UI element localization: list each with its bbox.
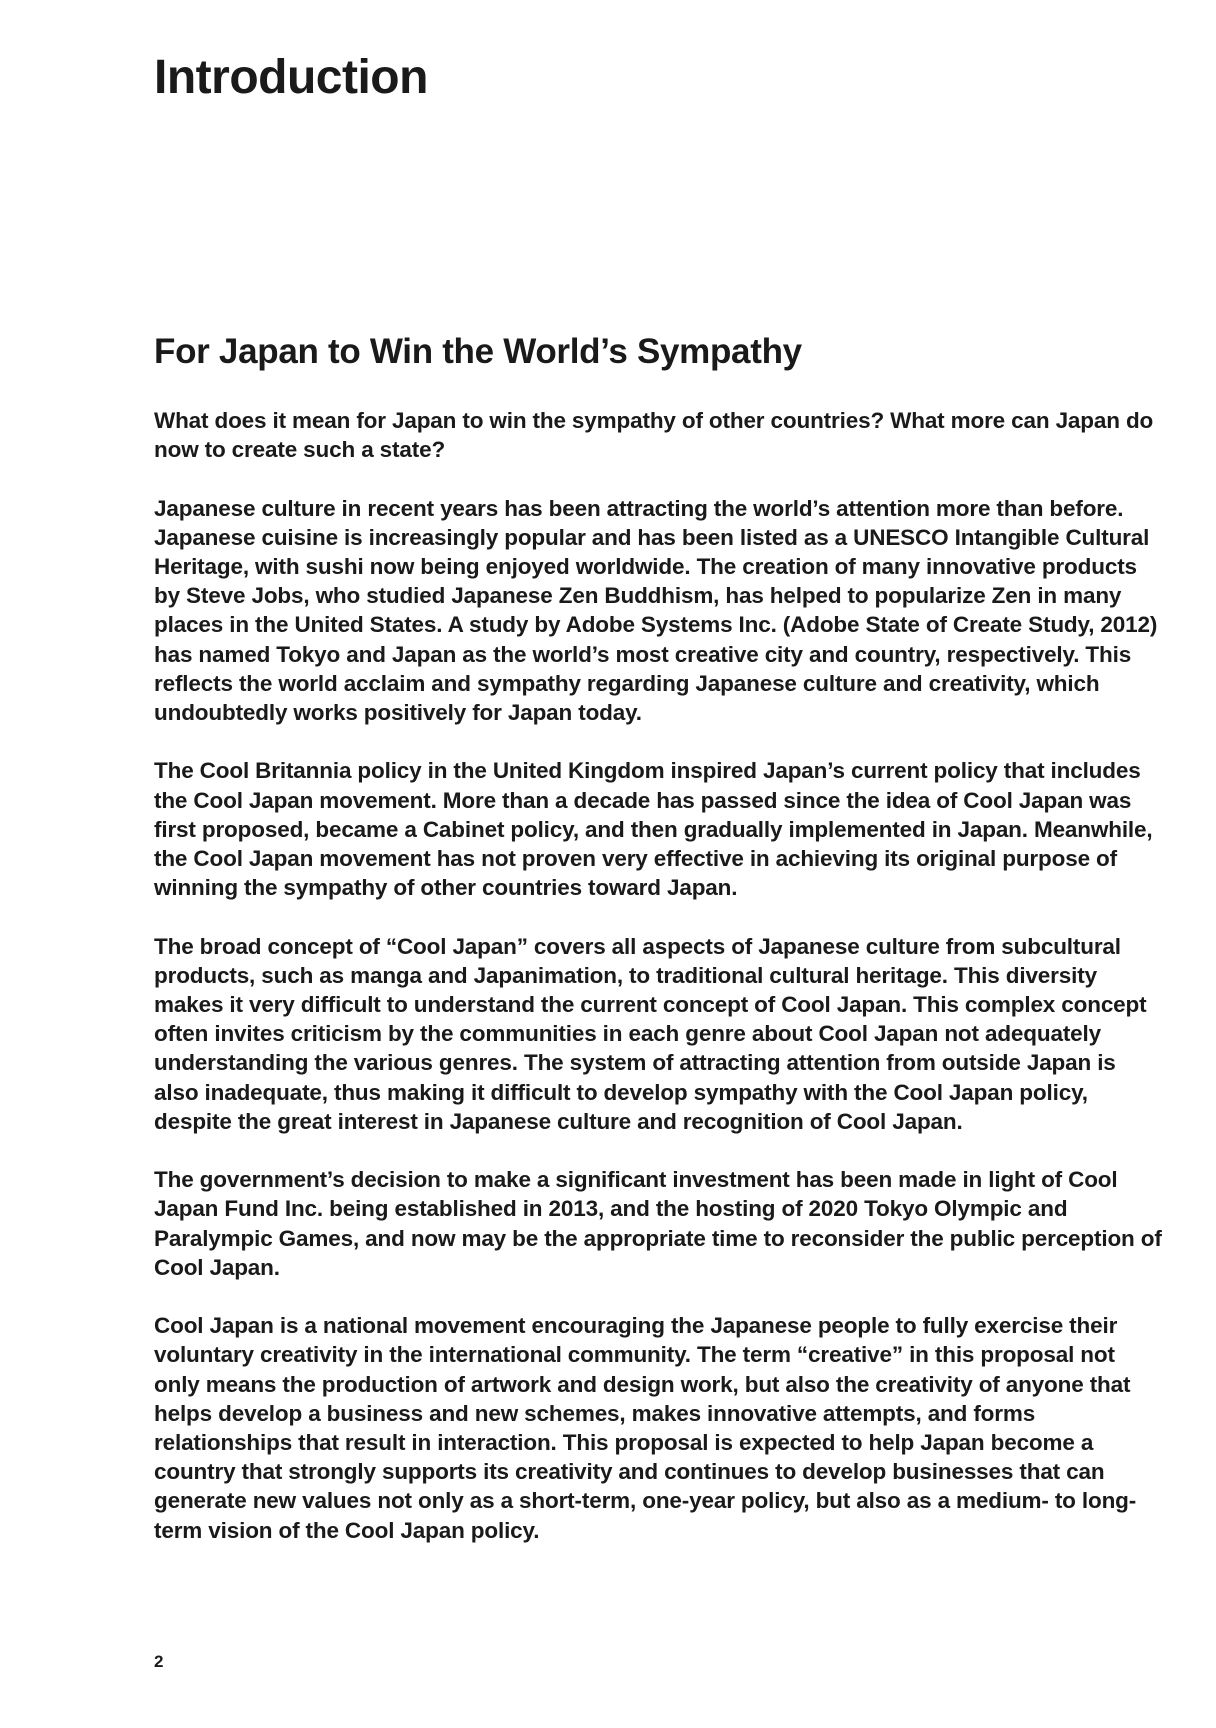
page-number: 2	[154, 1652, 164, 1671]
cool-britannia-paragraph: The Cool Britannia policy in the United Kingdom inspired Japan’s current policy that includes the Cool Japan movement. More than a decade has passed since the idea of Cool Japan was first proposed, became a Cabinet policy, and then gradually implemented in Japan. Meanwhile, the Cool Japan movement has not proven very effective in achieving its original purpose of winning the sympathy of other countries toward Japan.	[154, 758, 1153, 901]
national-movement-paragraph: Cool Japan is a national movement encouraging the Japanese people to fully exercise their voluntary creativity in the international community. The term “creative” in this proposal not only means the production of artwork and design work, but also the creativity of anyone that helps develop a business and new schemes, makes innovative attempts, and forms relationships that result in interaction. This proposal is expected to help Japan become a country that strongly supports its creativity and continues to develop businesses that can generate new values not only as a short-term, one-year policy, but also as a medium- to long-term vision of the Cool Japan policy.	[154, 1313, 1137, 1543]
chapter-title: Introduction	[154, 51, 428, 104]
section-title: For Japan to Win the World’s Sympathy	[154, 332, 802, 371]
broad-concept-paragraph: The broad concept of “Cool Japan” covers all aspects of Japanese culture from subcultural products, such as manga and Japanimation, to traditional cultural heritage. This diversity makes it very difficult to understand the current concept of Cool Japan. This complex concept often invites criticism by the communities in each genre about Cool Japan not adequately understanding the various genres. The system of attracting attention from outside Japan is also inadequate, thus making it difficult to develop sympathy with the Cool Japan policy, despite the great interest in Japanese culture and recognition of Cool Japan.	[154, 933, 1147, 1134]
japanese-culture-paragraph: Japanese culture in recent years has been attracting the world’s attention more than before. Japanese cuisine is increasingly popular and has been listed as a UNESCO Intangible Cultural Heritage, with sushi now being enjoyed worldwide. The creation of many innovative products by Steve Jobs, who studied Japanese Zen Buddhism, has helped to popularize Zen in many places in the United States. A study by Adobe Systems Inc. (Adobe State of Create Study, 2012) has named Tokyo and Japan as the world’s most creative city and country, respectively. This reflects the world acclaim and sympathy regarding Japanese culture and creativity, which undoubtedly works positively for Japan today.	[154, 495, 1158, 726]
government-investment-paragraph: The government’s decision to make a significant investment has been made in light of Cool Japan Fund Inc. being established in 2013, and the hosting of 2020 Tokyo Olympic and Paralympic Games, and now may be the appropriate time to reconsider the public perception of Cool Japan.	[154, 1167, 1162, 1280]
body-text	[154, 406, 1164, 1545]
intro-questions-paragraph: What does it mean for Japan to win the sympathy of other countries? What more can Japan do now to create such a state?	[154, 408, 1154, 463]
